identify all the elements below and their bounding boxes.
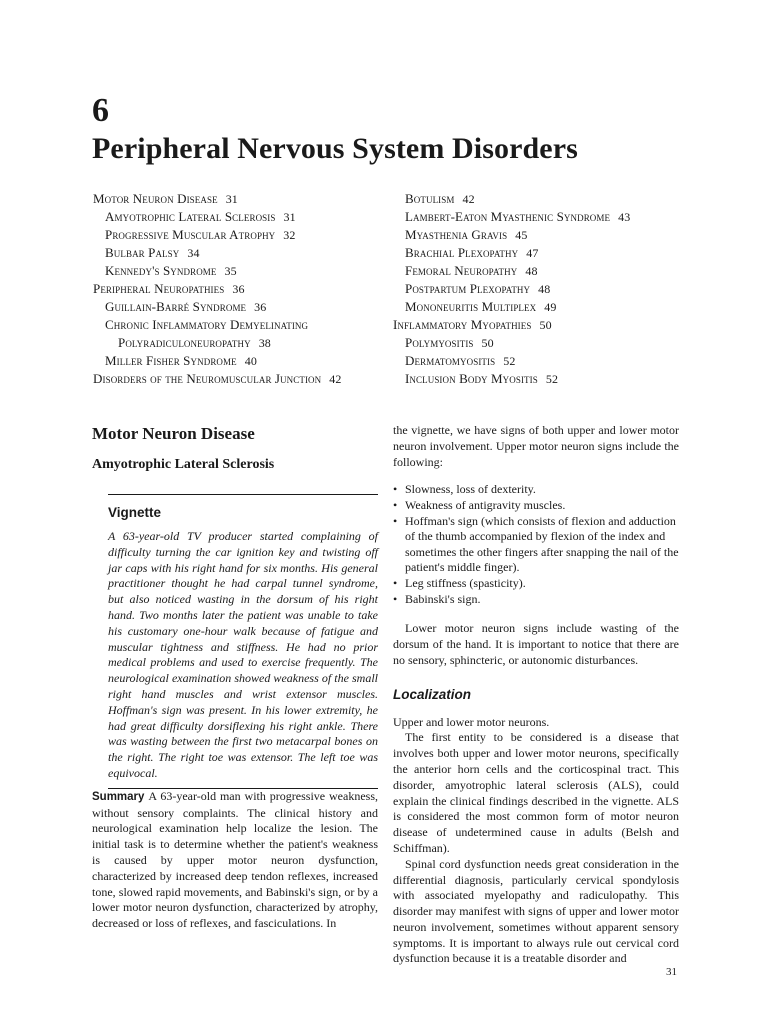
toc-item-title: Lambert-Eaton Myasthenic Syndrome (405, 209, 611, 224)
toc-item-page: 43 (618, 210, 631, 224)
left-column (92, 424, 378, 932)
toc-item-page: 50 (539, 318, 552, 332)
lower-motor-paragraph: Lower motor neuron signs include wasting of the dorsum of the hand. It is important to notice that there are no sensory, sphincteric, or autonomic disturbances. (393, 621, 679, 667)
toc-item-page: 35 (224, 264, 237, 278)
toc-item-title: Femoral Neuropathy (405, 263, 518, 278)
toc-item-title: Brachial Plexopathy (405, 245, 519, 260)
vignette-title: Vignette (108, 505, 162, 520)
toc-item-title: Disorders of the Neuromuscular Junction (93, 371, 322, 386)
section-heading: Motor Neuron Disease (92, 424, 255, 443)
list-item: • Leg stiffness (spasticity). (393, 576, 679, 592)
localization-paragraph-2: Spinal cord dysfunction needs great consideration in the differential diagnosis, particularly cervical spondylosis with associated myelopathy and radiculopathy. This disorder may manifest with signs of upper and lower motor neuron involvement, sometimes without apparent sensory symptoms. It is important to always rule out cervical cord dysfunction because it is a treatable disorder and (393, 856, 679, 966)
toc-item-title: Kennedy's Syndrome (105, 263, 217, 278)
toc-item (93, 190, 393, 208)
toc-item-title: Inflammatory Myopathies (393, 317, 532, 332)
toc-item (93, 334, 393, 352)
toc-item-page: 45 (515, 228, 528, 242)
toc-item-title: Progressive Muscular Atrophy (105, 227, 276, 242)
toc-item-title: Polymyositis (405, 335, 474, 350)
toc-item-title: Dermatomyositis (405, 353, 496, 368)
summary-paragraph (92, 789, 378, 932)
toc-right (393, 190, 693, 388)
upper-motor-signs-list (393, 482, 679, 607)
toc-item (93, 298, 393, 316)
toc-item-title: Bulbar Palsy (105, 245, 180, 260)
toc-item-title: Peripheral Neuropathies (93, 281, 225, 296)
toc-item-page: 42 (462, 192, 475, 206)
toc-left (93, 190, 393, 388)
toc-item (93, 280, 393, 298)
chapter-title: Peripheral Nervous System Disorders (92, 132, 578, 165)
toc-item (93, 226, 393, 244)
vignette-text: A 63-year-old TV producer started complaining of difficulty turning the car ignition key and twisting off jar caps with his right hand for six months. His general practitioner thought he had carpal tunnel syndrome, but also noticed wasting in the dorsum of his right hand. Two months later the patient was unable to take his customary one-hour walk because of fatigue and muscular tightness and stiffness. He had no prior medical problems and used to exercise frequently. The neurological examination showed weakness of the small right hand muscles and wrist extensor muscles. Hoffman's sign was present. In his lower extremity, he had great difficulty dorsiflexing his right ankle. There was wasting between the first two metacarpal bones on the right. The right toe was extensor. The left toe was equivocal. (108, 529, 378, 780)
toc-item-page: 52 (503, 354, 516, 368)
toc-item (393, 334, 693, 352)
list-item: • Babinski's sign. (393, 592, 679, 608)
toc-item (393, 226, 693, 244)
toc-item-page: 34 (187, 246, 200, 260)
toc-item-page: 49 (544, 300, 557, 314)
toc-item (93, 370, 393, 388)
list-item: • Weakness of antigravity muscles. (393, 498, 679, 514)
toc-item-title: Myasthenia Gravis (405, 227, 508, 242)
toc-item-title: Inclusion Body Myositis (405, 371, 538, 386)
toc-item-page: 47 (526, 246, 539, 260)
toc-item-page: 31 (225, 192, 238, 206)
toc-item (93, 316, 393, 334)
toc-item-title: Postpartum Plexopathy (405, 281, 531, 296)
toc-item-title: Botulism (405, 191, 455, 206)
toc-item-page: 32 (283, 228, 296, 242)
toc-item-title: Mononeuritis Multiplex (405, 299, 537, 314)
chapter-number: 6 (92, 92, 109, 129)
toc-item (393, 190, 693, 208)
toc-item (93, 244, 393, 262)
toc-item-page: 36 (232, 282, 245, 296)
toc-item-title: Polyradiculoneuropathy (118, 335, 251, 350)
toc-item (93, 352, 393, 370)
page-number: 31 (666, 966, 677, 978)
toc-item (393, 352, 693, 370)
right-column (393, 423, 679, 967)
list-item: • Hoffman's sign (which consists of flexion and adduction of the thumb accompanied by flexion of the index and sometimes the other fingers after snapping the nail of the patient's middle finger). (393, 514, 679, 576)
toc-item-title: Miller Fisher Syndrome (105, 353, 237, 368)
toc-item-page: 50 (481, 336, 494, 350)
toc-item-page: 36 (254, 300, 267, 314)
toc-item-page: 42 (329, 372, 342, 386)
toc-item (393, 208, 693, 226)
localization-heading: Localization (393, 686, 472, 702)
list-item: • Slowness, loss of dexterity. (393, 482, 679, 498)
toc-item (93, 208, 393, 226)
intro-paragraph: the vignette, we have signs of both upper and lower motor neuron involvement. Upper motor neuron signs include the following: (393, 423, 679, 469)
toc-item-title: Guillain-Barré Syndrome (105, 299, 247, 314)
summary-text: A 63-year-old man with progressive weakness, without sensory complaints. The clinical history and neurological examination help localize the lesion. The initial task is to determine whether the patient's weakness is caused by upper motor neuron dysfunction, characterized by increased deep tendon reflexes, increased tone, slowed rapid movements, and Babinski's sign, or by a lower motor neuron dysfunction, characterized by atrophy, decreased or loss of reflexes, and fasciculations. In (92, 788, 378, 931)
toc-item-title: Amyotrophic Lateral Sclerosis (105, 209, 276, 224)
toc-item (393, 298, 693, 316)
toc-item-title: Chronic Inflammatory Demyelinating (105, 317, 309, 332)
toc-item-title: Motor Neuron Disease (93, 191, 218, 206)
toc-item-page: 52 (545, 372, 559, 386)
toc-item-page: 48 (538, 282, 551, 296)
toc-item (393, 262, 693, 280)
toc-item-page: 40 (244, 354, 257, 368)
vignette-box (108, 494, 378, 789)
localization-paragraph-1: The first entity to be considered is a disease that involves both upper and lower motor neurons, specifically the anterior horn cells and the corticospinal tract. This disorder, amyotrophic lateral sclerosis (ALS), could explain the clinical findings described in the vignette. ALS is considered the most common form of motor neuron disease of undetermined cause in adults (Belsh and Schiffman). (393, 730, 679, 855)
toc-item (393, 370, 693, 388)
toc-item-page: 48 (525, 264, 538, 278)
toc-item-page: 38 (258, 336, 271, 350)
toc-item (393, 280, 693, 298)
summary-label: Summary (92, 790, 145, 803)
toc-item (393, 316, 693, 334)
subsection-heading: Amyotrophic Lateral Sclerosis (92, 457, 275, 472)
toc-item-page: 31 (283, 210, 296, 224)
toc-item (93, 262, 393, 280)
toc-item (393, 244, 693, 262)
localization-lead: Upper and lower motor neurons. (393, 714, 550, 729)
